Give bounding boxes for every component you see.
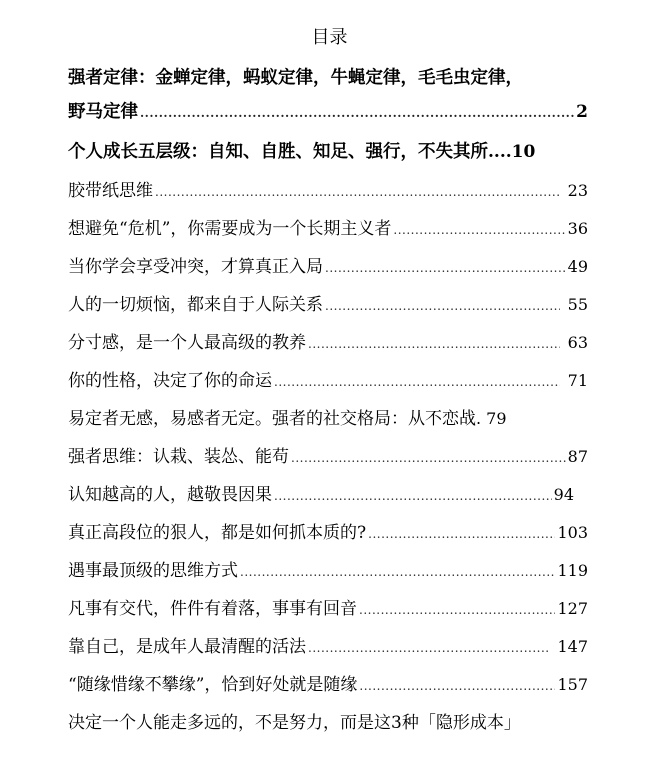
dot-leader (155, 173, 560, 211)
toc-entry-title: 决定一个人能走多远的，不是努力，而是这3种「隐形成本」 (68, 713, 521, 733)
dot-leader (240, 553, 555, 591)
toc-entry-5[interactable] (68, 248, 588, 286)
toc-entry-14[interactable] (68, 590, 588, 628)
dot-leader (359, 591, 555, 629)
toc-list (68, 64, 588, 742)
toc-entry-page: 157 (557, 675, 588, 694)
toc-title: 目录 (311, 27, 348, 48)
toc-entry-title: 当你学会享受冲突，才算真正入局 (68, 257, 323, 277)
dot-leader (368, 515, 555, 553)
toc-entry-title: 个人成长五层级：自知、自胜、知足、强行，不失其所 (68, 142, 488, 162)
toc-entry-title: 靠自己，是成年人最清醒的活法 (68, 637, 306, 657)
toc-entry-page: 63 (567, 333, 588, 352)
dot-leader (308, 325, 560, 363)
toc-entry-page: 103 (557, 523, 588, 542)
toc-entry-title: 野马定律 (68, 102, 138, 122)
toc-entry-title: 强者思维：认栽、装怂、能苟 (68, 447, 289, 467)
dot-leader (325, 287, 560, 325)
toc-entry-title: 真正高段位的狠人，都是如何抓本质的? (68, 523, 367, 543)
toc-entry-4[interactable] (68, 210, 588, 248)
dot-leader (393, 211, 565, 249)
toc-entry-13[interactable] (68, 552, 588, 590)
toc-entry-page: 147 (557, 637, 588, 656)
toc-entry-6[interactable] (68, 286, 588, 324)
toc-entry-title: 易定者无感，易感者无定。强者的社交格局：从不恋战 (68, 409, 476, 429)
toc-entry-page: 71 (567, 371, 588, 390)
toc-entry-page: 87 (567, 447, 588, 466)
toc-entry-title: 想避免“危机”，你需要成为一个长期主义者 (68, 219, 392, 239)
dot-leader (325, 249, 566, 287)
toc-entry-title: 认知越高的人，越敬畏因果 (68, 485, 272, 505)
toc-entry-17[interactable] (68, 704, 588, 742)
toc-entry-title: 胶带纸思维 (68, 181, 153, 201)
toc-entry-8[interactable] (68, 362, 588, 400)
toc-entry-page: . 79 (476, 409, 507, 428)
toc-entry-page: ....10 (488, 142, 536, 162)
toc-entry-1-line1[interactable]: 强者定律：金蝉定律，蚂蚁定律，牛蝇定律，毛毛虫定律， (68, 68, 523, 88)
dot-leader (140, 93, 574, 133)
dot-leader (274, 363, 560, 401)
toc-entry-page: 23 (567, 181, 588, 200)
toc-entry-page: 94 (553, 485, 574, 504)
dot-leader (291, 439, 566, 477)
toc-entry-16[interactable] (68, 666, 588, 704)
toc-entry-page: 2 (576, 102, 588, 122)
toc-entry-page: 127 (557, 599, 588, 618)
toc-entry-1[interactable] (68, 92, 588, 132)
toc-entry-title: 人的一切烦恼，都来自于人际关系 (68, 295, 323, 315)
toc-entry-9[interactable] (68, 400, 588, 438)
toc-entry-title: “随缘惜缘不攀缘”，恰到好处就是随缘 (68, 675, 358, 695)
dot-leader (308, 629, 549, 667)
toc-entry-15[interactable] (68, 628, 588, 666)
toc-entry-page: 36 (567, 219, 588, 238)
toc-entry-title: 遇事最顶级的思维方式 (68, 561, 238, 581)
toc-entry-page: 119 (557, 561, 588, 580)
toc-entry-title: 你的性格，决定了你的命运 (68, 371, 272, 391)
toc-entry-12[interactable] (68, 514, 588, 552)
toc-entry-3[interactable] (68, 172, 588, 210)
toc-entry-11[interactable] (68, 476, 588, 514)
toc-entry-page: 49 (567, 257, 588, 276)
toc-entry-2[interactable] (68, 132, 588, 172)
toc-entry-10[interactable] (68, 438, 588, 476)
dot-leader (359, 667, 555, 705)
dot-leader (274, 477, 552, 515)
toc-entry-title: 分寸感，是一个人最高级的教养 (68, 333, 306, 353)
toc-entry-page: 55 (567, 295, 588, 314)
toc-entry-7[interactable] (68, 324, 588, 362)
toc-entry-title: 凡事有交代，件件有着落，事事有回音 (68, 599, 357, 619)
